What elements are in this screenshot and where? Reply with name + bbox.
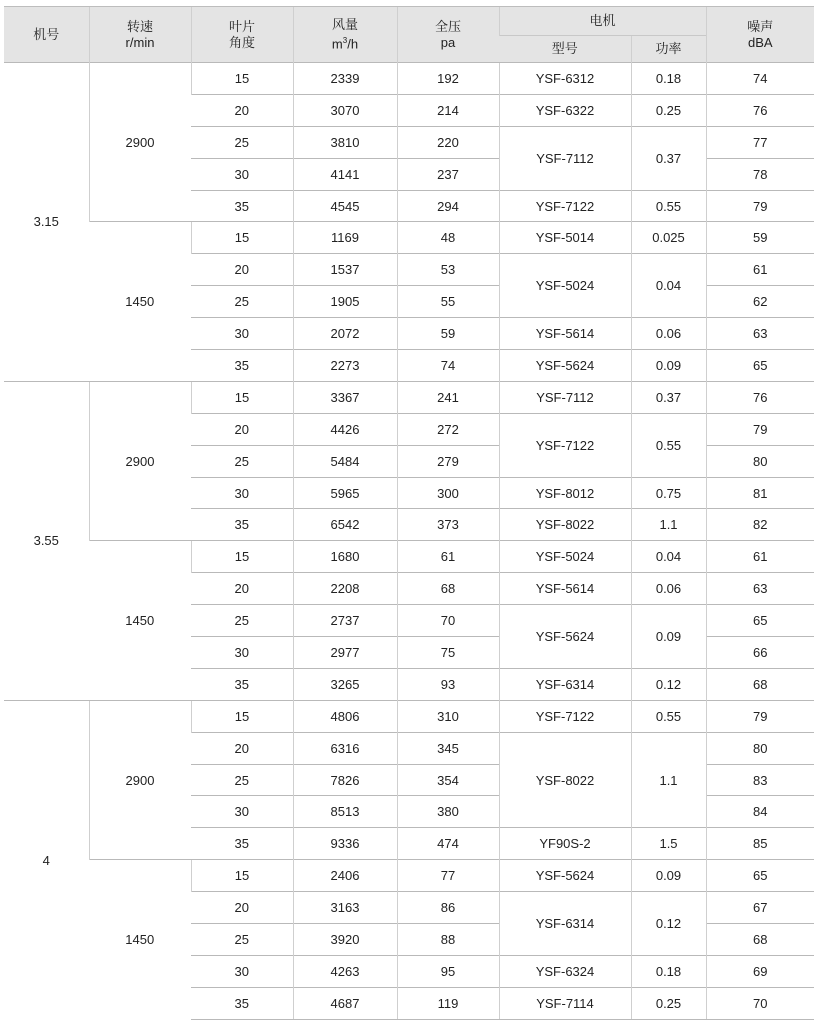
blade-angle-cell: 15 [191,860,293,892]
pressure-cell: 220 [397,126,499,158]
pressure-cell: 86 [397,892,499,924]
airflow-cell: 5484 [293,445,397,477]
pressure-cell: 119 [397,987,499,1019]
noise-cell: 63 [706,318,814,350]
blade-angle-cell: 20 [191,573,293,605]
motor-power-cell: 1.5 [631,828,706,860]
pressure-cell: 48 [397,222,499,254]
pressure-cell: 77 [397,860,499,892]
blade-angle-cell: 25 [191,286,293,318]
table-row [4,700,814,732]
motor-type-cell: YSF-6324 [499,955,631,987]
motor-type-cell: YSF-5614 [499,573,631,605]
noise-cell: 80 [706,445,814,477]
airflow-unit-sup: 3 [342,35,348,45]
airflow-cell: 1169 [293,222,397,254]
noise-cell: 61 [706,541,814,573]
noise-cell: 62 [706,286,814,318]
airflow-cell: 6542 [293,509,397,541]
header-airflow [293,7,397,63]
table-row [4,541,814,573]
airflow-unit-tail: /h [347,36,359,52]
noise-cell: 84 [706,796,814,828]
motor-type-cell: YSF-8022 [499,732,631,828]
noise-cell: 68 [706,924,814,956]
table-row [4,381,814,413]
blade-angle-cell: 20 [191,254,293,286]
airflow-cell: 4426 [293,413,397,445]
pressure-cell: 59 [397,318,499,350]
motor-type-cell: YSF-8022 [499,509,631,541]
motor-power-cell: 0.18 [631,955,706,987]
noise-cell: 70 [706,987,814,1019]
noise-cell: 68 [706,668,814,700]
model-no-cell: 3.15 [4,63,89,382]
blade-angle-cell: 30 [191,955,293,987]
noise-cell: 82 [706,509,814,541]
table-row [4,860,814,892]
motor-type-cell: YSF-7114 [499,987,631,1019]
pressure-cell: 74 [397,350,499,382]
noise-cell: 69 [706,955,814,987]
motor-power-cell: 0.09 [631,860,706,892]
motor-type-cell: YSF-7122 [499,413,631,477]
noise-cell: 77 [706,126,814,158]
airflow-cell: 4545 [293,190,397,222]
table-header [4,7,814,63]
table-row [4,63,814,95]
motor-power-cell: 0.55 [631,190,706,222]
pressure-cell: 88 [397,924,499,956]
header-noise-unit: dBA [747,34,773,50]
header-motor-type [499,36,631,63]
motor-power-cell: 0.06 [631,573,706,605]
motor-power-cell: 0.75 [631,477,706,509]
header-airflow-label: 风量 [331,16,358,32]
motor-power-cell: 0.55 [631,413,706,477]
blade-angle-cell: 35 [191,350,293,382]
airflow-cell: 3810 [293,126,397,158]
airflow-cell: 9336 [293,828,397,860]
blade-angle-cell: 15 [191,63,293,95]
blade-angle-cell: 30 [191,158,293,190]
pressure-cell: 68 [397,573,499,605]
airflow-cell: 7826 [293,764,397,796]
motor-type-cell: YSF-7112 [499,126,631,190]
pressure-cell: 53 [397,254,499,286]
blade-angle-cell: 25 [191,924,293,956]
pressure-cell: 214 [397,94,499,126]
pressure-cell: 373 [397,509,499,541]
noise-cell: 65 [706,350,814,382]
noise-cell: 78 [706,158,814,190]
motor-type-cell: YSF-6322 [499,94,631,126]
airflow-cell: 2406 [293,860,397,892]
header-airflow-unit [294,33,397,52]
speed-cell: 2900 [89,381,191,540]
pressure-cell: 380 [397,796,499,828]
speed-cell: 2900 [89,63,191,222]
airflow-cell: 3163 [293,892,397,924]
table-body [4,63,814,1020]
header-speed [89,7,191,63]
blade-angle-cell: 25 [191,605,293,637]
noise-cell: 65 [706,605,814,637]
model-no-cell: 3.55 [4,381,89,700]
motor-type-cell: YSF-7122 [499,190,631,222]
noise-cell: 65 [706,860,814,892]
header-pressure [397,7,499,63]
airflow-cell: 6316 [293,732,397,764]
blade-angle-cell: 30 [191,637,293,669]
blade-angle-cell: 20 [191,732,293,764]
airflow-cell: 2339 [293,63,397,95]
airflow-cell: 2737 [293,605,397,637]
pressure-cell: 272 [397,413,499,445]
header-motor-power-label: 功率 [655,41,682,56]
motor-power-cell: 0.09 [631,350,706,382]
blade-angle-cell: 15 [191,222,293,254]
pressure-cell: 192 [397,63,499,95]
blade-angle-cell: 35 [191,668,293,700]
pressure-cell: 279 [397,445,499,477]
airflow-cell: 3070 [293,94,397,126]
airflow-cell: 4687 [293,987,397,1019]
header-blade-angle [191,7,293,63]
motor-power-cell: 1.1 [631,509,706,541]
pressure-cell: 354 [397,764,499,796]
motor-power-cell: 0.25 [631,94,706,126]
pressure-cell: 61 [397,541,499,573]
speed-cell: 1450 [89,222,191,381]
motor-type-cell: YSF-7122 [499,700,631,732]
motor-type-cell: YSF-5014 [499,222,631,254]
blade-angle-cell: 30 [191,796,293,828]
motor-power-cell: 0.04 [631,541,706,573]
header-noise-label: 噪声 [747,18,774,34]
header-motor-label: 电机 [589,13,616,28]
header-pressure-unit: pa [440,34,456,50]
blade-angle-cell: 25 [191,445,293,477]
fan-spec-table [4,6,814,1020]
blade-angle-cell: 30 [191,318,293,350]
blade-angle-cell: 20 [191,413,293,445]
pressure-cell: 241 [397,381,499,413]
noise-cell: 85 [706,828,814,860]
header-model-no [4,7,89,63]
blade-angle-cell: 35 [191,509,293,541]
blade-angle-cell: 35 [191,828,293,860]
airflow-unit-base: m [331,36,343,52]
pressure-cell: 75 [397,637,499,669]
header-angle-label: 角度 [228,34,255,50]
noise-cell: 80 [706,732,814,764]
header-motor [499,7,706,36]
noise-cell: 59 [706,222,814,254]
airflow-cell: 2072 [293,318,397,350]
header-motor-type-label: 型号 [551,41,578,56]
motor-type-cell: YSF-7112 [499,381,631,413]
pressure-cell: 55 [397,286,499,318]
motor-type-cell: YSF-6314 [499,892,631,956]
blade-angle-cell: 30 [191,477,293,509]
noise-cell: 63 [706,573,814,605]
blade-angle-cell: 35 [191,987,293,1019]
header-speed-label: 转速 [126,18,153,34]
blade-angle-cell: 35 [191,190,293,222]
motor-power-cell: 0.025 [631,222,706,254]
airflow-cell: 3265 [293,668,397,700]
motor-power-cell: 0.37 [631,126,706,190]
header-speed-unit: r/min [125,34,155,50]
noise-cell: 76 [706,94,814,126]
airflow-cell: 2208 [293,573,397,605]
airflow-cell: 8513 [293,796,397,828]
airflow-cell: 1680 [293,541,397,573]
airflow-cell: 4806 [293,700,397,732]
motor-type-cell: YSF-5024 [499,254,631,318]
motor-power-cell: 0.37 [631,381,706,413]
motor-type-cell: YSF-5624 [499,350,631,382]
motor-type-cell: YSF-6314 [499,668,631,700]
speed-cell: 1450 [89,541,191,700]
pressure-cell: 70 [397,605,499,637]
pressure-cell: 345 [397,732,499,764]
model-no-cell: 4 [4,700,89,1019]
motor-type-cell: YF90S-2 [499,828,631,860]
airflow-cell: 3367 [293,381,397,413]
header-model-no-label: 机号 [33,26,60,42]
blade-angle-cell: 15 [191,541,293,573]
table-row [4,222,814,254]
pressure-cell: 95 [397,955,499,987]
pressure-cell: 294 [397,190,499,222]
blade-angle-cell: 25 [191,764,293,796]
noise-cell: 79 [706,190,814,222]
motor-type-cell: YSF-5624 [499,860,631,892]
motor-power-cell: 0.25 [631,987,706,1019]
noise-cell: 81 [706,477,814,509]
header-blade-label: 叶片 [228,18,255,34]
header-motor-power [631,36,706,63]
header-noise [706,7,814,63]
pressure-cell: 474 [397,828,499,860]
blade-angle-cell: 15 [191,381,293,413]
pressure-cell: 300 [397,477,499,509]
airflow-cell: 4141 [293,158,397,190]
pressure-cell: 237 [397,158,499,190]
noise-cell: 66 [706,637,814,669]
noise-cell: 79 [706,700,814,732]
pressure-cell: 93 [397,668,499,700]
motor-power-cell: 0.12 [631,892,706,956]
motor-type-cell: YSF-8012 [499,477,631,509]
noise-cell: 74 [706,63,814,95]
airflow-cell: 3920 [293,924,397,956]
noise-cell: 83 [706,764,814,796]
blade-angle-cell: 20 [191,94,293,126]
blade-angle-cell: 20 [191,892,293,924]
motor-power-cell: 0.04 [631,254,706,318]
motor-type-cell: YSF-5024 [499,541,631,573]
motor-power-cell: 0.18 [631,63,706,95]
pressure-cell: 310 [397,700,499,732]
airflow-cell: 2273 [293,350,397,382]
noise-cell: 79 [706,413,814,445]
motor-power-cell: 0.06 [631,318,706,350]
airflow-cell: 4263 [293,955,397,987]
motor-power-cell: 1.1 [631,732,706,828]
motor-power-cell: 0.12 [631,668,706,700]
speed-cell: 2900 [89,700,191,859]
blade-angle-cell: 25 [191,126,293,158]
airflow-cell: 1905 [293,286,397,318]
airflow-cell: 1537 [293,254,397,286]
noise-cell: 67 [706,892,814,924]
noise-cell: 76 [706,381,814,413]
airflow-cell: 5965 [293,477,397,509]
motor-type-cell: YSF-5614 [499,318,631,350]
blade-angle-cell: 15 [191,700,293,732]
header-pressure-label: 全压 [434,18,461,34]
airflow-cell: 2977 [293,637,397,669]
motor-type-cell: YSF-5624 [499,605,631,669]
motor-type-cell: YSF-6312 [499,63,631,95]
motor-power-cell: 0.55 [631,700,706,732]
motor-power-cell: 0.09 [631,605,706,669]
noise-cell: 61 [706,254,814,286]
speed-cell: 1450 [89,860,191,1019]
